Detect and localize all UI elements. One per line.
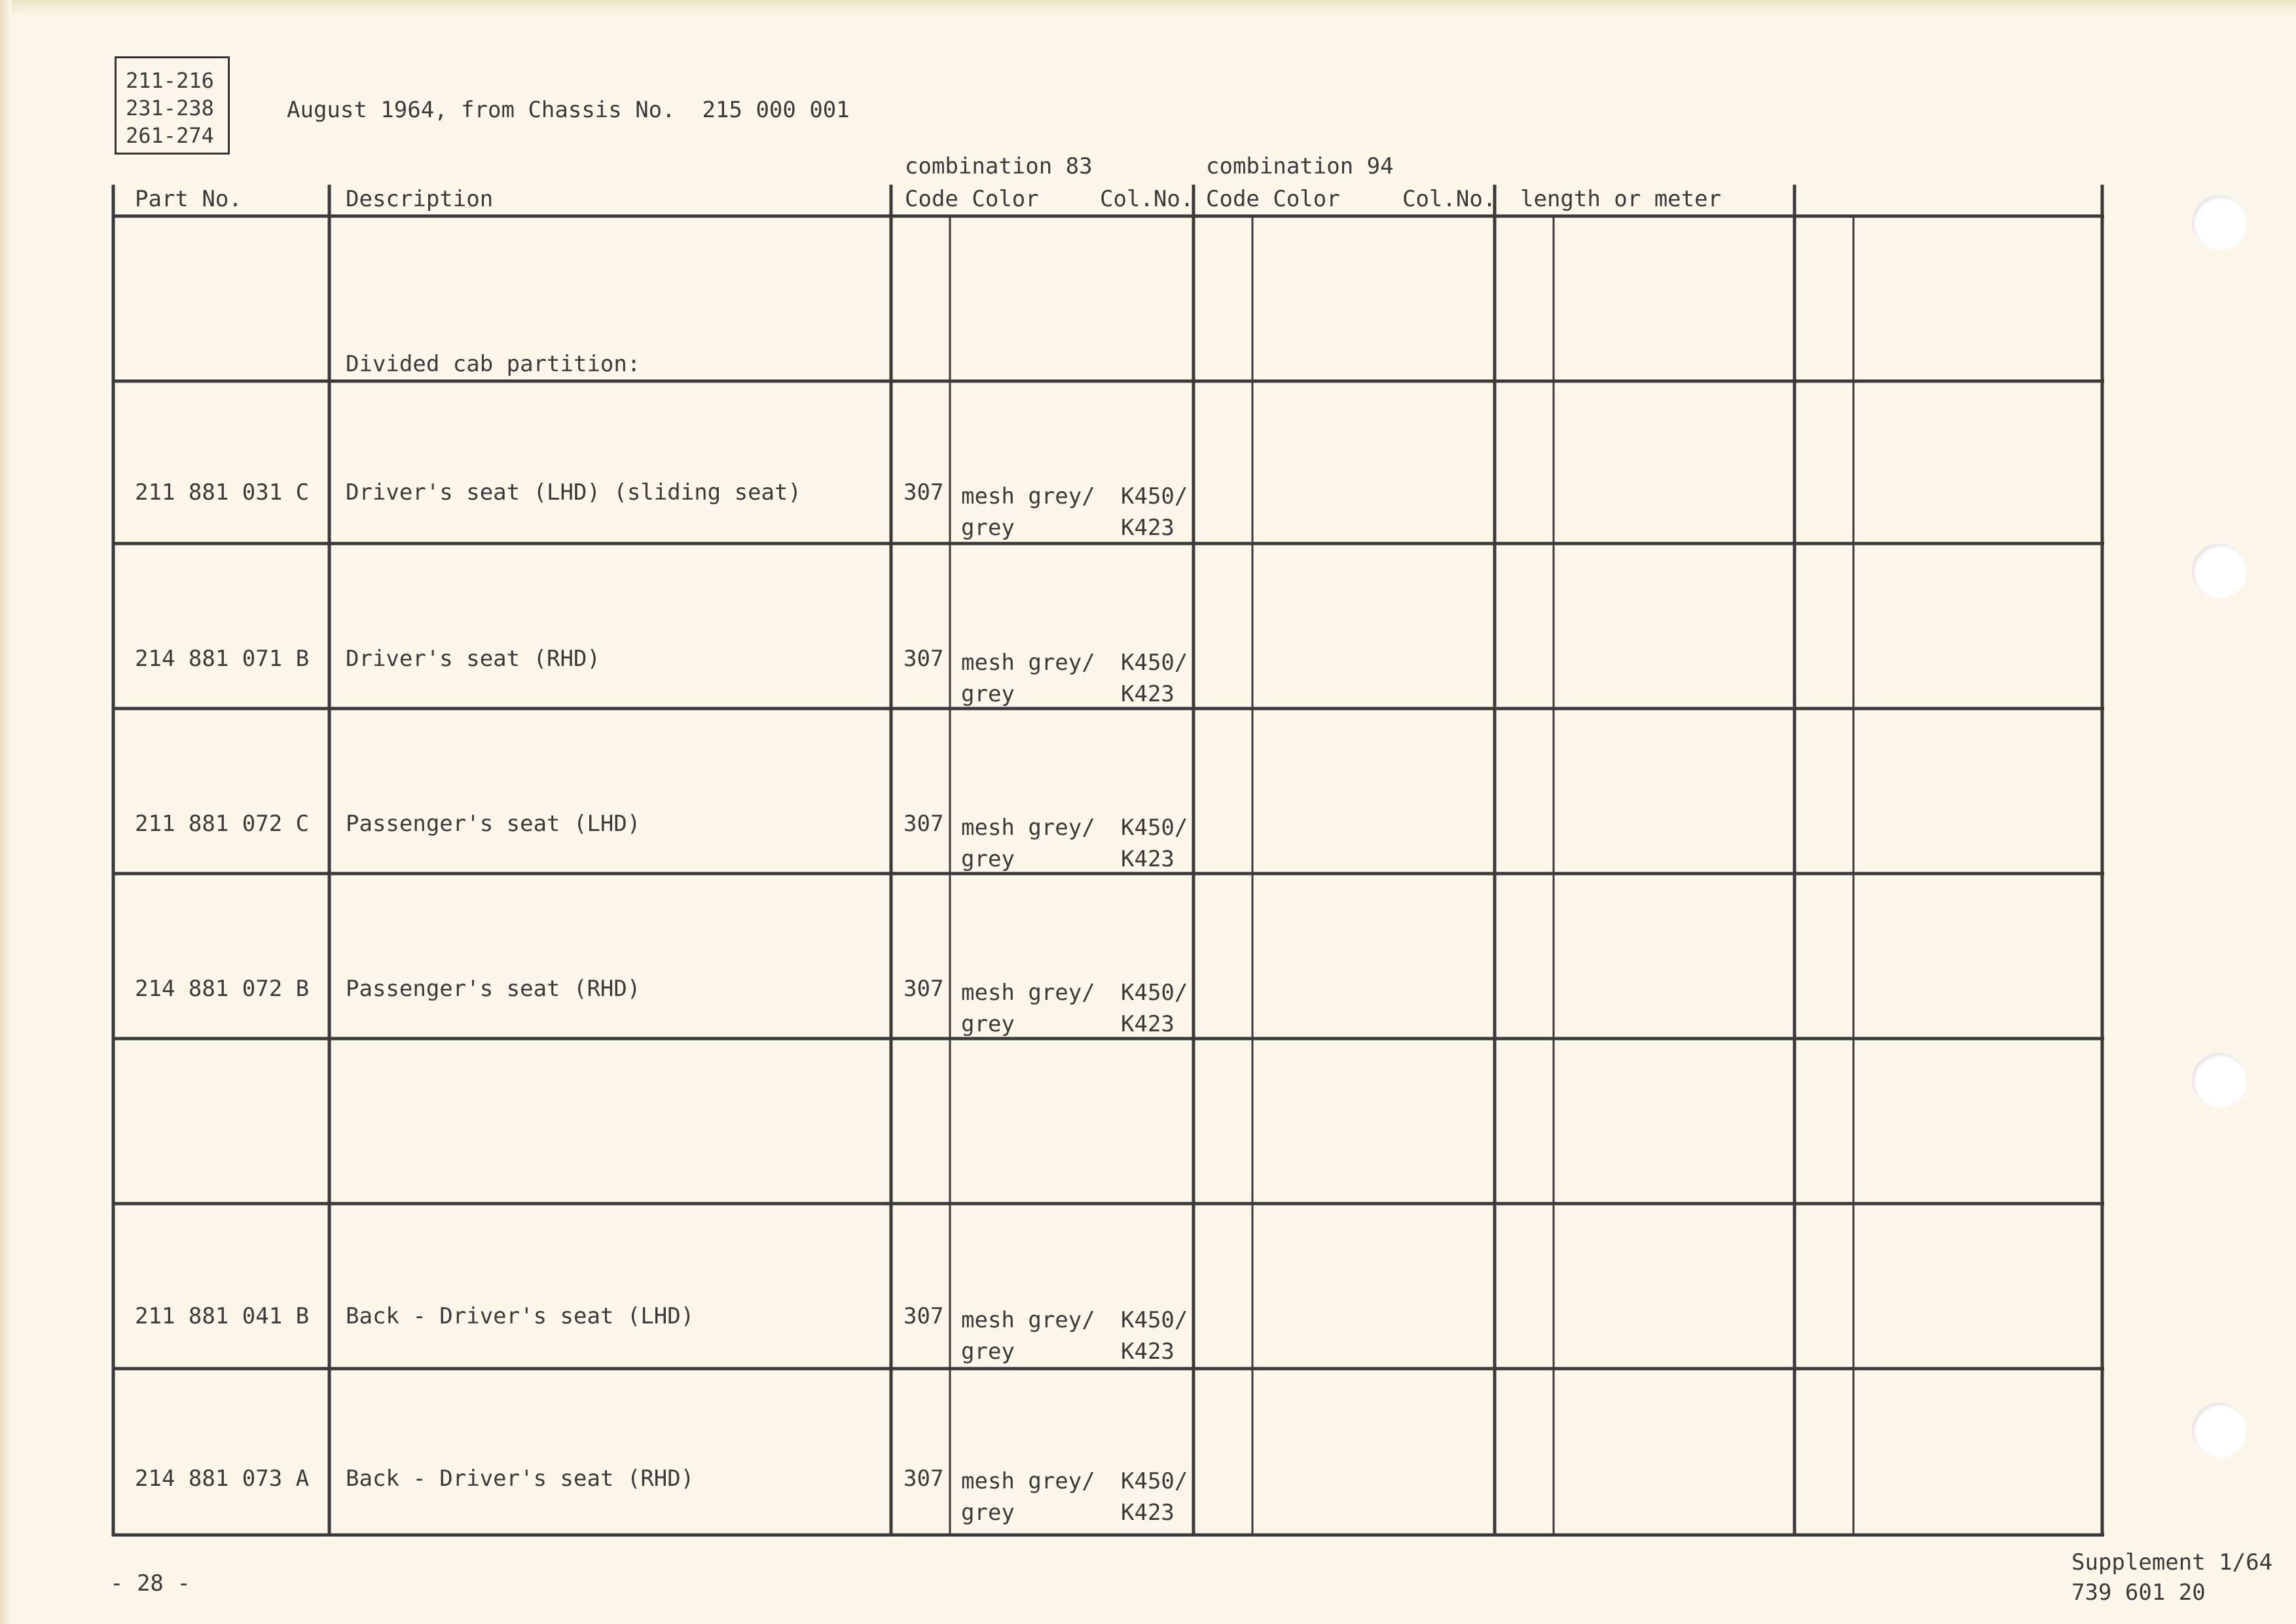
part-number: 214 881 073 A: [135, 1466, 310, 1492]
color-name-line2: grey: [961, 515, 1015, 541]
part-description: Back - Driver's seat (LHD): [346, 1303, 695, 1329]
part-description: Passenger's seat (RHD): [346, 976, 641, 1002]
punch-hole: [2192, 544, 2247, 599]
color-code: 307: [903, 479, 944, 506]
color-name-line2: grey: [961, 1338, 1015, 1365]
color-number-line1: K450/: [1121, 483, 1188, 509]
column-header-col-no-83: Col.No.: [1100, 186, 1194, 212]
color-code: 307: [903, 811, 944, 837]
color-number-line1: K450/: [1121, 980, 1188, 1006]
document-number: 739 601 20: [2071, 1579, 2206, 1606]
color-name-line2: grey: [961, 681, 1015, 707]
color-name-line1: mesh grey/: [961, 1307, 1095, 1333]
part-number: 211 881 072 C: [135, 811, 310, 837]
page-number: - 28 -: [110, 1570, 191, 1596]
part-number: 211 881 041 B: [135, 1303, 310, 1329]
part-number: 214 881 071 B: [135, 646, 310, 672]
part-description: Passenger's seat (LHD): [346, 811, 641, 837]
color-name-line1: mesh grey/: [961, 1468, 1095, 1494]
color-name-line1: mesh grey/: [961, 483, 1095, 509]
color-name-line1: mesh grey/: [961, 980, 1095, 1006]
color-name-line2: grey: [961, 1500, 1015, 1526]
part-description: Driver's seat (LHD) (sliding seat): [346, 479, 801, 506]
color-number-line2: K423: [1121, 1500, 1175, 1526]
column-header-code-color-94: Code Color: [1206, 186, 1340, 212]
punch-hole: [2192, 1053, 2247, 1108]
column-header-description: Description: [346, 186, 494, 212]
combination-83-label: combination 83: [905, 153, 1093, 179]
punch-hole: [2192, 1403, 2247, 1458]
color-code: 307: [903, 1303, 944, 1329]
color-name-line1: mesh grey/: [961, 815, 1095, 841]
column-header-col-no-94: Col.No.: [1402, 186, 1497, 212]
color-number-line1: K450/: [1121, 815, 1188, 841]
part-description: Driver's seat (RHD): [346, 646, 600, 672]
section-heading: Divided cab partition:: [346, 351, 641, 377]
color-name-line2: grey: [961, 846, 1015, 872]
part-number: 214 881 072 B: [135, 976, 310, 1002]
punch-hole: [2192, 195, 2247, 250]
part-number: 211 881 031 C: [135, 479, 310, 506]
supplement-note: Supplement 1/64: [2071, 1549, 2273, 1576]
column-header-length: length or meter: [1520, 186, 1722, 212]
type-code: 231-238: [126, 96, 214, 120]
type-code: 261-274: [126, 123, 214, 148]
color-number-line1: K450/: [1121, 1307, 1188, 1333]
header-note: August 1964, from Chassis No. 215 000 001: [287, 97, 850, 123]
color-name-line2: grey: [961, 1011, 1015, 1037]
color-number-line2: K423: [1121, 1011, 1175, 1037]
column-header-code-color-83: Code Color: [905, 186, 1039, 212]
combination-94-label: combination 94: [1206, 153, 1394, 179]
color-number-line2: K423: [1121, 681, 1175, 707]
color-number-line1: K450/: [1121, 1468, 1188, 1494]
color-code: 307: [903, 646, 944, 672]
type-code: 211-216: [126, 68, 214, 93]
part-description: Back - Driver's seat (RHD): [346, 1466, 695, 1492]
color-number-line1: K450/: [1121, 650, 1188, 676]
color-code: 307: [903, 1466, 944, 1492]
color-number-line2: K423: [1121, 1338, 1175, 1365]
color-number-line2: K423: [1121, 846, 1175, 872]
color-name-line1: mesh grey/: [961, 650, 1095, 676]
color-number-line2: K423: [1121, 515, 1175, 541]
column-header-part-no: Part No.: [135, 186, 242, 212]
color-code: 307: [903, 976, 944, 1002]
